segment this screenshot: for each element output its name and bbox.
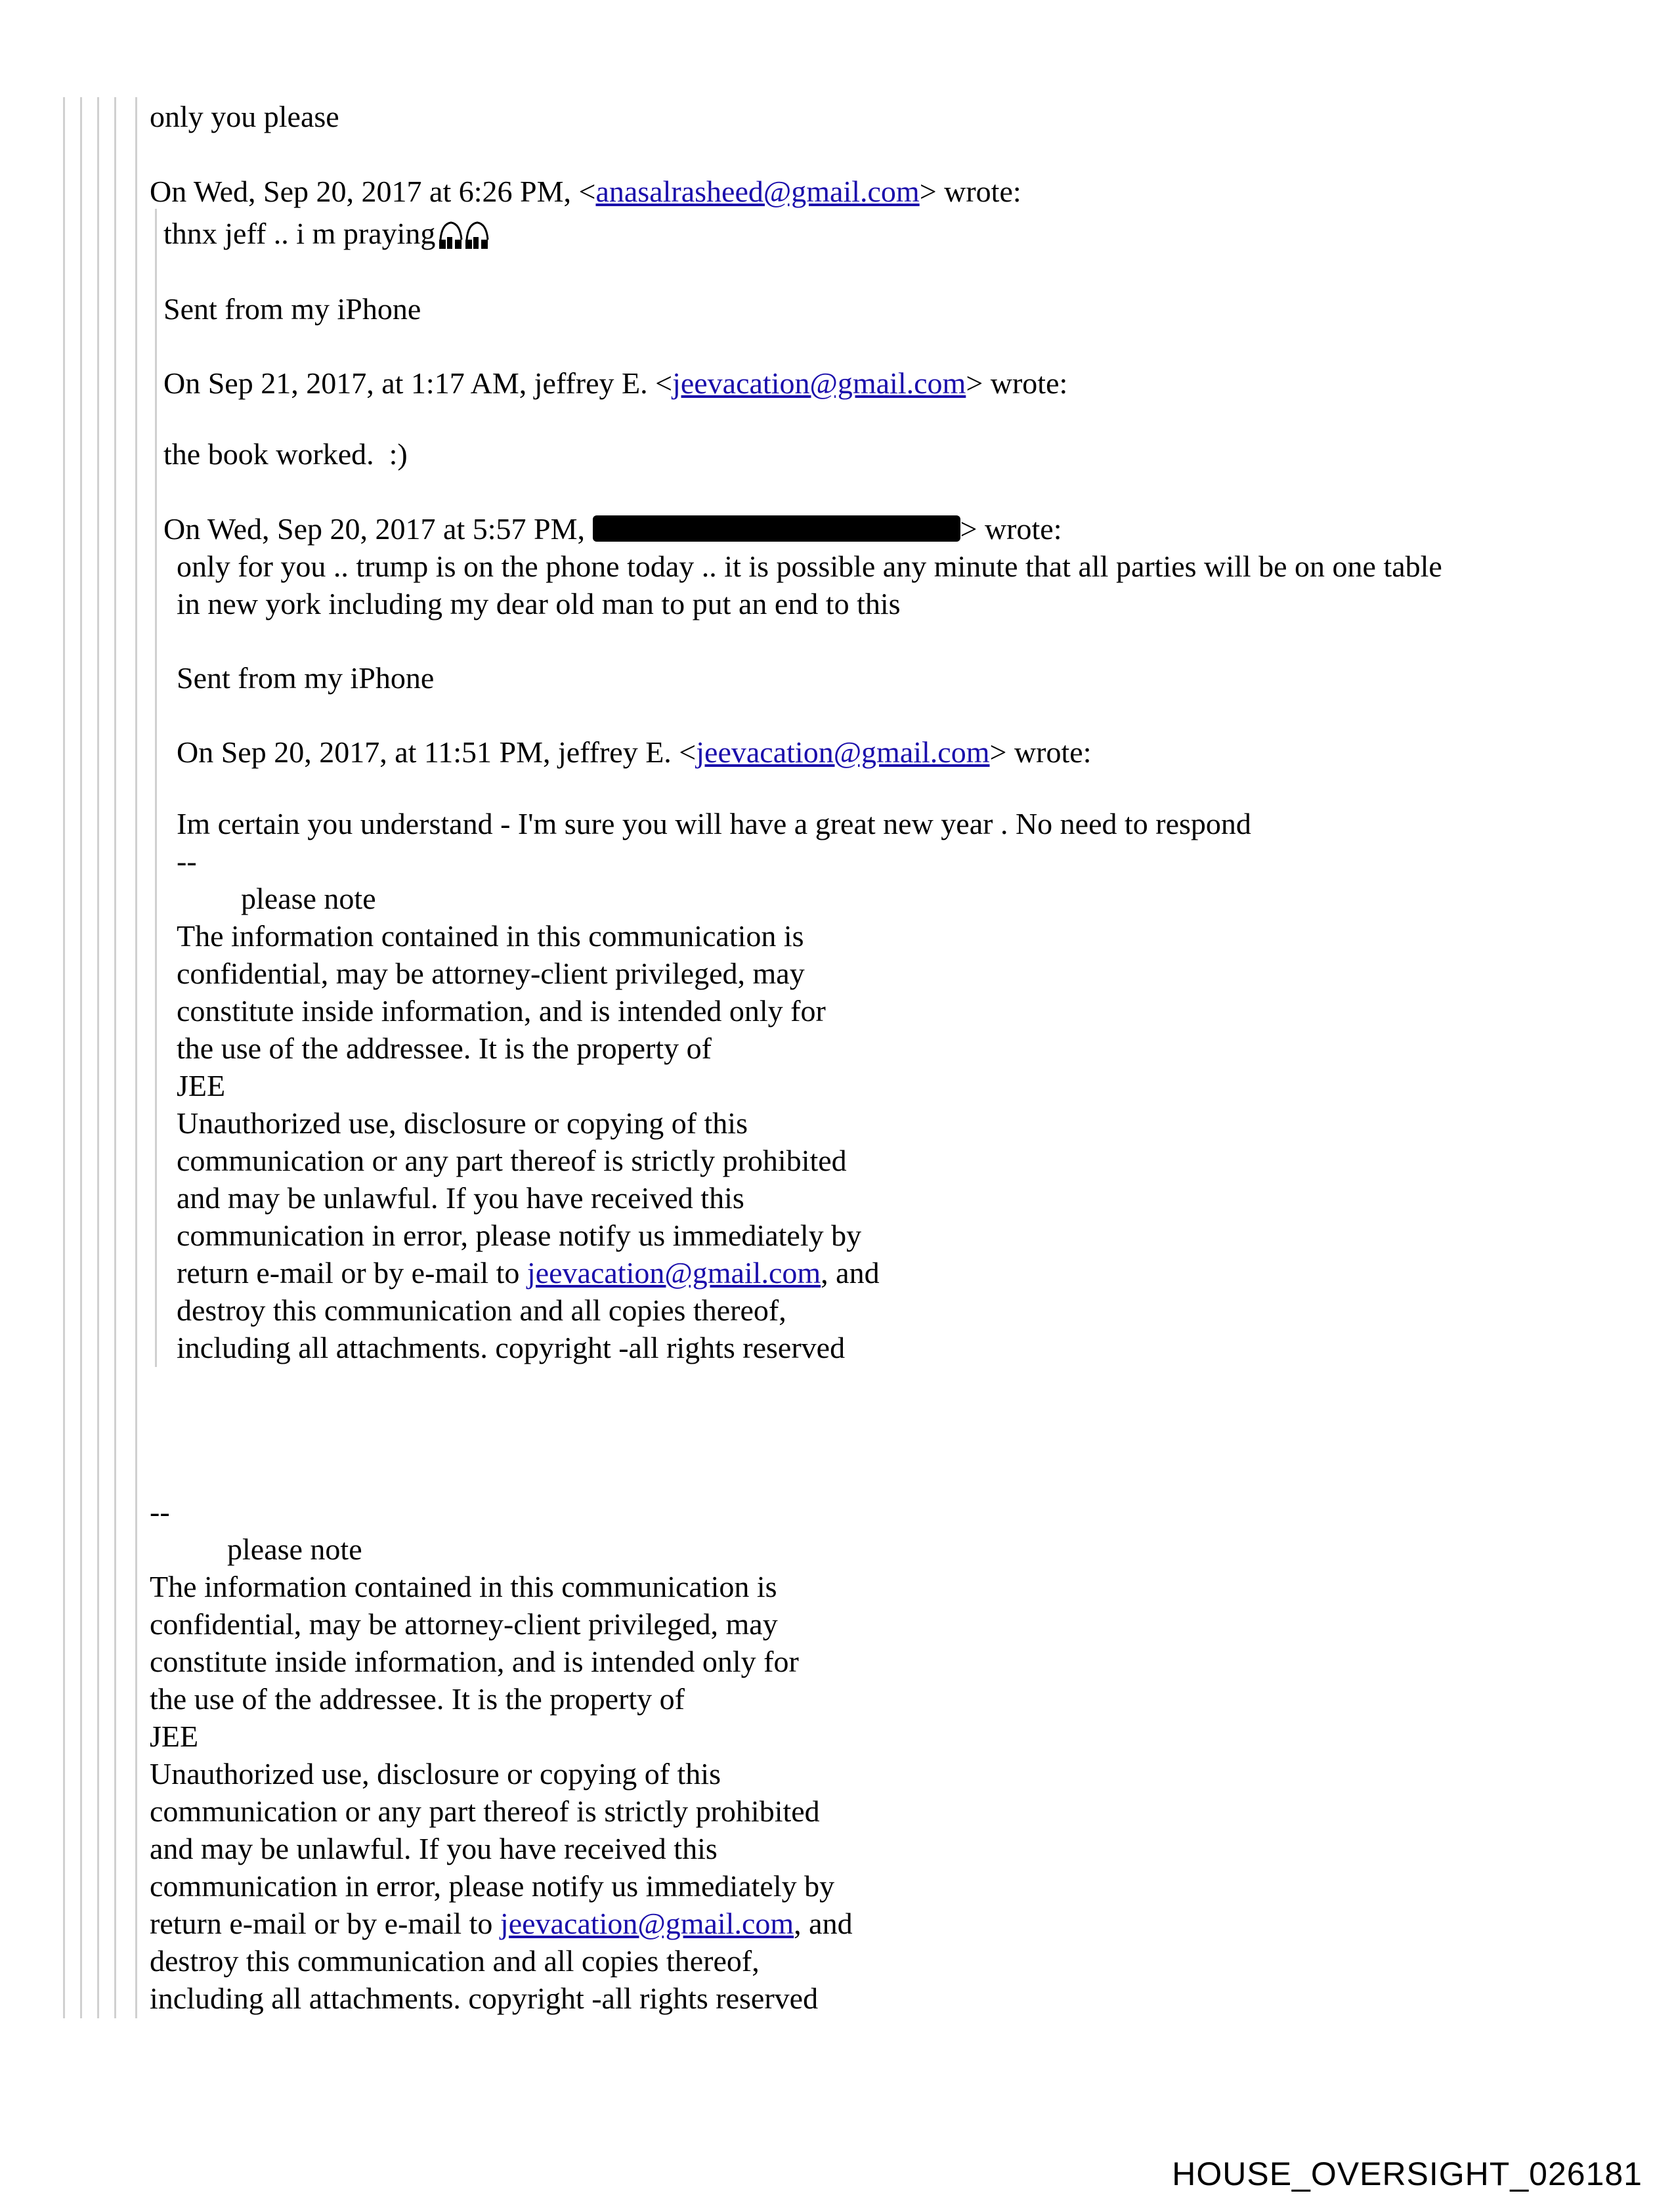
disclaimer-line: the use of the addressee. It is the property of [177, 1031, 712, 1065]
email-link[interactable]: anasalrasheed@gmail.com [595, 175, 920, 208]
disclaimer-line: destroy this communication and all copies thereof, [150, 1944, 760, 1978]
disclaimer-line: confidential, may be attorney-client privileged, may [177, 957, 805, 990]
signature-note: please note [227, 1532, 362, 1566]
disclaimer-line: return e-mail or by e-mail to jeevacation@gmail.com, and [177, 1256, 880, 1290]
disclaimer-line: Unauthorized use, disclosure or copying of this [150, 1757, 721, 1790]
disclaimer-line: The information contained in this communication is [150, 1570, 777, 1603]
disclaimer-line: constitute inside information, and is intended only for [177, 994, 826, 1028]
disclaimer-line: communication in error, please notify us immediately by [177, 1219, 862, 1252]
disclaimer-line: communication or any part thereof is strictly prohibited [177, 1144, 847, 1177]
disclaimer-line: communication in error, please notify us immediately by [150, 1869, 835, 1903]
disclaimer-line: Unauthorized use, disclosure or copying of this [177, 1106, 748, 1140]
message-text: thnx jeff .. i m praying [163, 215, 494, 252]
message-text: in new york including my dear old man to put an end to this [177, 587, 901, 620]
disclaimer-line: JEE [177, 1069, 226, 1102]
disclaimer-line: constitute inside information, and is intended only for [150, 1645, 799, 1678]
quote-attribution: On Wed, Sep 20, 2017 at 5:57 PM, > wrote: [163, 512, 1062, 546]
email-link[interactable]: jeevacation@gmail.com [672, 366, 966, 400]
quote-bar [135, 97, 137, 2018]
disclaimer-line: and may be unlawful. If you have received this [150, 1832, 718, 1865]
email-link[interactable]: jeevacation@gmail.com [526, 1256, 821, 1290]
quote-attribution: On Wed, Sep 20, 2017 at 6:26 PM, <anasalrasheed@gmail.com> wrote: [150, 175, 1021, 208]
message-text: Im certain you understand - I'm sure you will have a great new year . No need to respond [177, 807, 1251, 840]
praying-emoji-icon [435, 217, 494, 250]
disclaimer-line: including all attachments. copyright -all rights reserved [177, 1331, 846, 1364]
disclaimer-line: return e-mail or by e-mail to jeevacation@gmail.com, and [150, 1907, 853, 1940]
quote-attribution: On Sep 20, 2017, at 11:51 PM, jeffrey E. <jeevacation@gmail.com> wrote: [177, 735, 1092, 769]
disclaimer-line: and may be unlawful. If you have received this [177, 1181, 744, 1215]
message-text: the book worked. :) [163, 437, 408, 471]
quote-bar [97, 97, 99, 2018]
disclaimer-line: JEE [150, 1720, 199, 1753]
disclaimer-line: including all attachments. copyright -all rights reserved [150, 1982, 819, 2015]
bates-number: HOUSE_OVERSIGHT_026181 [1172, 2156, 1642, 2192]
quote-attribution: On Sep 21, 2017, at 1:17 AM, jeffrey E. <jeevacation@gmail.com> wrote: [163, 366, 1068, 400]
message-signature: Sent from my iPhone [177, 661, 435, 695]
quote-bar [155, 552, 157, 1367]
quote-bar [63, 97, 65, 2018]
disclaimer-line: destroy this communication and all copies thereof, [177, 1293, 786, 1327]
message-text: only you please [150, 100, 339, 133]
redaction-box [593, 515, 960, 542]
disclaimer-line: confidential, may be attorney-client privileged, may [150, 1607, 778, 1641]
signature-separator: -- [150, 1495, 170, 1529]
disclaimer-line: The information contained in this communication is [177, 919, 804, 953]
message-signature: Sent from my iPhone [163, 292, 421, 326]
disclaimer-line: the use of the addressee. It is the property of [150, 1682, 685, 1716]
quote-bar [114, 97, 116, 2018]
email-link[interactable]: jeevacation@gmail.com [696, 735, 990, 769]
message-text: only for you .. trump is on the phone today .. it is possible any minute that all parties will be on one table [177, 550, 1442, 583]
signature-note: please note [241, 882, 376, 915]
quote-bar [80, 97, 82, 2018]
disclaimer-line: communication or any part thereof is strictly prohibited [150, 1794, 820, 1828]
email-link[interactable]: jeevacation@gmail.com [500, 1907, 794, 1940]
signature-separator: -- [177, 844, 197, 878]
